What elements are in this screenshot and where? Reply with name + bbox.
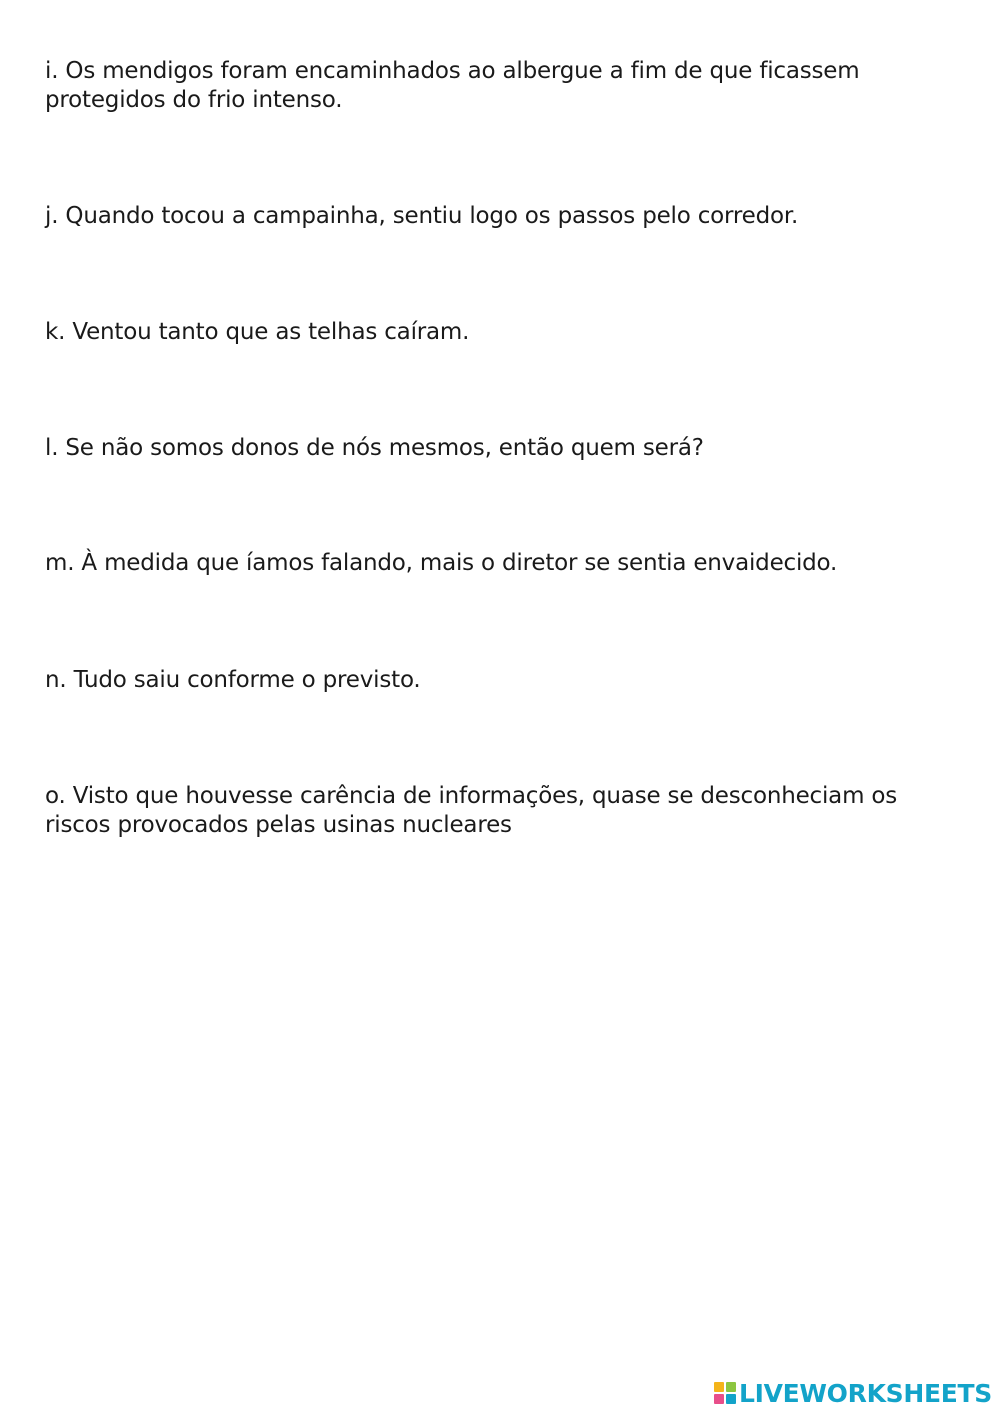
logo-square-blue	[726, 1394, 736, 1404]
sentence-j: j. Quando tocou a campainha, sentiu logo os passos pelo corredor.	[45, 203, 799, 229]
sentence-i: i. Os mendigos foram encaminhados ao albergue a fim de que ficassem protegidos do frio intenso.	[45, 58, 860, 113]
logo-square-pink	[714, 1394, 724, 1404]
sentence-m: m. À medida que íamos falando, mais o diretor se sentia envaidecido.	[45, 550, 838, 576]
logo-square-yellow	[714, 1382, 724, 1392]
liveworksheets-logo	[714, 1378, 992, 1408]
sentence-l: l. Se não somos donos de nós mesmos, então quem será?	[45, 435, 704, 461]
logo-text: LIVEWORKSHEETS	[738, 1378, 992, 1408]
logo-square-green	[726, 1382, 736, 1392]
sentence-k: k. Ventou tanto que as telhas caíram.	[45, 319, 470, 345]
liveworksheets-logo-icon	[714, 1382, 736, 1404]
sentence-o: o. Visto que houvesse carência de informações, quase se desconheciam os riscos provocados pelas usinas nucleares	[45, 783, 898, 838]
sentence-n: n. Tudo saiu conforme o previsto.	[45, 667, 421, 693]
